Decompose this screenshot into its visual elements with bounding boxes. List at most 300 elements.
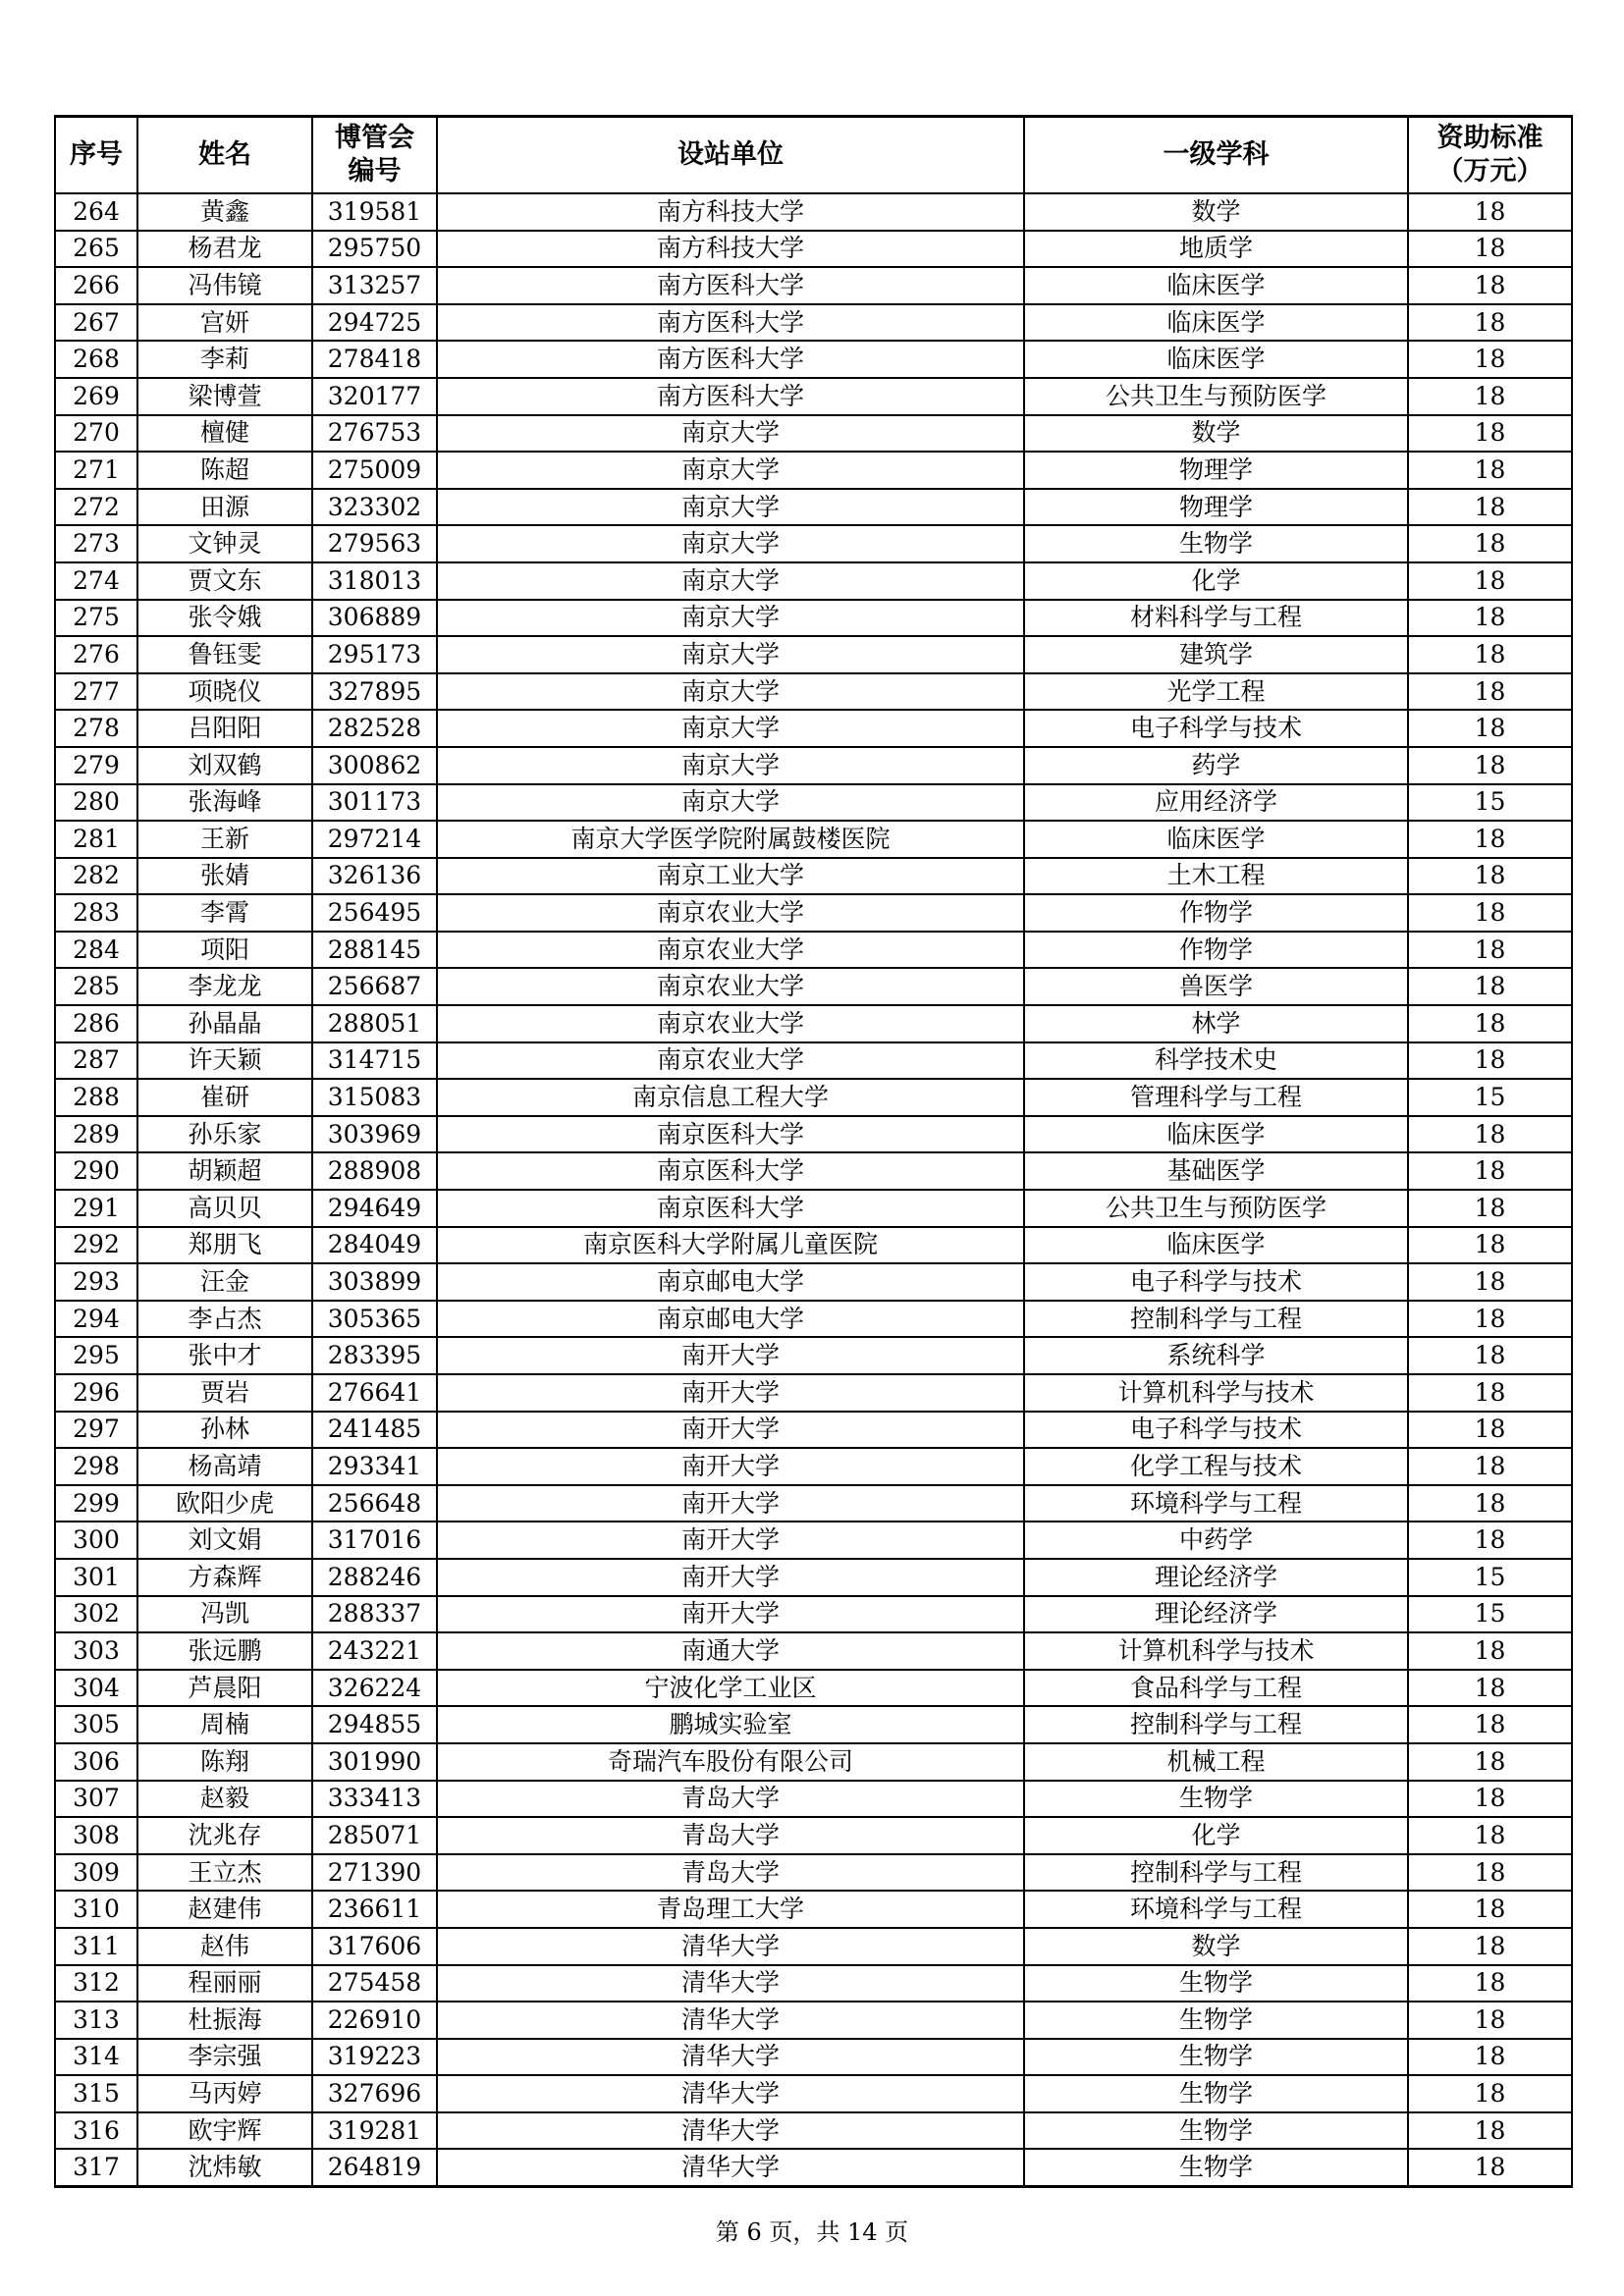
institution-cell: 南京大学 (437, 600, 1024, 637)
funding-cell: 15 (1408, 1596, 1572, 1633)
table-row (55, 1706, 1572, 1743)
discipline-cell: 应用经济学 (1024, 784, 1408, 822)
discipline-cell: 临床医学 (1024, 1116, 1408, 1153)
serial-number-cell: 272 (55, 489, 137, 526)
funding-cell: 18 (1408, 1301, 1572, 1338)
name-cell: 张令娥 (137, 600, 312, 637)
institution-cell: 清华大学 (437, 1965, 1024, 2002)
serial-number-cell: 302 (55, 1596, 137, 1633)
table-row (55, 1743, 1572, 1781)
table-row (55, 710, 1572, 747)
discipline-cell: 临床医学 (1024, 821, 1408, 858)
table-row (55, 636, 1572, 673)
institution-cell: 清华大学 (437, 2149, 1024, 2186)
header-council-number-text: 博管会编号 (335, 123, 414, 187)
table-row (55, 1337, 1572, 1374)
discipline-cell: 生物学 (1024, 2075, 1408, 2112)
header-discipline: 一级学科 (1024, 117, 1408, 194)
institution-cell: 南京大学 (437, 784, 1024, 822)
council-number-cell: 241485 (312, 1412, 437, 1449)
serial-number-cell: 291 (55, 1190, 137, 1227)
name-cell: 欧宇辉 (137, 2112, 312, 2150)
name-cell: 赵伟 (137, 1928, 312, 1965)
serial-number-cell: 270 (55, 415, 137, 453)
name-cell: 孙乐家 (137, 1116, 312, 1153)
serial-number-cell: 300 (55, 1522, 137, 1559)
table-row (55, 1596, 1572, 1633)
institution-cell: 南京医科大学附属儿童医院 (437, 1227, 1024, 1264)
discipline-cell: 药学 (1024, 747, 1408, 784)
funding-cell: 18 (1408, 636, 1572, 673)
serial-number-cell: 299 (55, 1485, 137, 1522)
name-cell: 文钟灵 (137, 525, 312, 562)
name-cell: 沈炜敏 (137, 2149, 312, 2186)
council-number-cell: 226910 (312, 2002, 437, 2039)
table-row (55, 784, 1572, 822)
table-row (55, 452, 1572, 489)
institution-cell: 南京农业大学 (437, 932, 1024, 969)
name-cell: 杨高靖 (137, 1448, 312, 1485)
council-number-cell: 294649 (312, 1190, 437, 1227)
funding-cell: 18 (1408, 2149, 1572, 2186)
table-row (55, 1559, 1572, 1596)
serial-number-cell: 292 (55, 1227, 137, 1264)
serial-number-cell: 290 (55, 1152, 137, 1190)
institution-cell: 宁波化学工业区 (437, 1670, 1024, 1707)
table-row (55, 1632, 1572, 1670)
discipline-cell: 机械工程 (1024, 1743, 1408, 1781)
institution-cell: 南通大学 (437, 1632, 1024, 1670)
serial-number-cell: 293 (55, 1263, 137, 1301)
funding-cell: 15 (1408, 784, 1572, 822)
name-cell: 沈兆存 (137, 1817, 312, 1854)
discipline-cell: 物理学 (1024, 452, 1408, 489)
council-number-cell: 320177 (312, 378, 437, 415)
table-row (55, 2112, 1572, 2150)
institution-cell: 清华大学 (437, 2075, 1024, 2112)
discipline-cell: 地质学 (1024, 231, 1408, 268)
funding-cell: 18 (1408, 415, 1572, 453)
table-row (55, 1190, 1572, 1227)
page-footer: 第 6 页，共 14 页 (715, 2218, 909, 2246)
funding-cell: 18 (1408, 525, 1572, 562)
funding-cell: 18 (1408, 710, 1572, 747)
institution-cell: 南京邮电大学 (437, 1263, 1024, 1301)
council-number-cell: 294855 (312, 1706, 437, 1743)
serial-number-cell: 274 (55, 562, 137, 600)
table-row (55, 932, 1572, 969)
table-header (55, 117, 1572, 194)
serial-number-cell: 310 (55, 1891, 137, 1928)
council-number-cell: 285071 (312, 1817, 437, 1854)
council-number-cell: 305365 (312, 1301, 437, 1338)
institution-cell: 南开大学 (437, 1485, 1024, 1522)
name-cell: 项阳 (137, 932, 312, 969)
council-number-cell: 288908 (312, 1152, 437, 1190)
name-cell: 崔研 (137, 1079, 312, 1116)
name-cell: 孙晶晶 (137, 1005, 312, 1042)
council-number-cell: 319281 (312, 2112, 437, 2150)
name-cell: 杜振海 (137, 2002, 312, 2039)
council-number-cell: 323302 (312, 489, 437, 526)
institution-cell: 清华大学 (437, 1928, 1024, 1965)
institution-cell: 南方医科大学 (437, 304, 1024, 342)
funding-cell: 18 (1408, 193, 1572, 231)
funding-cell: 18 (1408, 341, 1572, 378)
discipline-cell: 临床医学 (1024, 267, 1408, 304)
table-row (55, 673, 1572, 711)
serial-number-cell: 286 (55, 1005, 137, 1042)
institution-cell: 南京大学 (437, 673, 1024, 711)
table-row (55, 1301, 1572, 1338)
serial-number-cell: 294 (55, 1301, 137, 1338)
council-number-cell: 264819 (312, 2149, 437, 2186)
funding-cell: 18 (1408, 378, 1572, 415)
funding-cell: 18 (1408, 2002, 1572, 2039)
table-row (55, 1781, 1572, 1818)
institution-cell: 南京大学 (437, 636, 1024, 673)
serial-number-cell: 269 (55, 378, 137, 415)
table-row (55, 894, 1572, 932)
table-row (55, 1227, 1572, 1264)
discipline-cell: 林学 (1024, 1005, 1408, 1042)
institution-cell: 南京大学 (437, 710, 1024, 747)
council-number-cell: 315083 (312, 1079, 437, 1116)
serial-number-cell: 264 (55, 193, 137, 231)
discipline-cell: 生物学 (1024, 2039, 1408, 2076)
name-cell: 陈超 (137, 452, 312, 489)
discipline-cell: 控制科学与工程 (1024, 1854, 1408, 1892)
discipline-cell: 临床医学 (1024, 1227, 1408, 1264)
table-row (55, 1485, 1572, 1522)
serial-number-cell: 298 (55, 1448, 137, 1485)
discipline-cell: 化学工程与技术 (1024, 1448, 1408, 1485)
name-cell: 高贝贝 (137, 1190, 312, 1227)
serial-number-cell: 283 (55, 894, 137, 932)
table-row (55, 489, 1572, 526)
council-number-cell: 317016 (312, 1522, 437, 1559)
institution-cell: 南京大学 (437, 747, 1024, 784)
funding-cell: 18 (1408, 600, 1572, 637)
institution-cell: 南京农业大学 (437, 894, 1024, 932)
table-row (55, 1522, 1572, 1559)
name-cell: 张中才 (137, 1337, 312, 1374)
table-row (55, 341, 1572, 378)
table-row (55, 2002, 1572, 2039)
table-row (55, 415, 1572, 453)
name-cell: 王新 (137, 821, 312, 858)
funding-cell: 18 (1408, 1190, 1572, 1227)
serial-number-cell: 297 (55, 1412, 137, 1449)
serial-number-cell: 268 (55, 341, 137, 378)
funding-cell: 18 (1408, 1781, 1572, 1818)
council-number-cell: 283395 (312, 1337, 437, 1374)
funding-cell: 18 (1408, 821, 1572, 858)
council-number-cell: 319223 (312, 2039, 437, 2076)
funding-cell: 18 (1408, 304, 1572, 342)
name-cell: 李龙龙 (137, 968, 312, 1005)
serial-number-cell: 308 (55, 1817, 137, 1854)
table-row (55, 600, 1572, 637)
funding-cell: 18 (1408, 673, 1572, 711)
serial-number-cell: 271 (55, 452, 137, 489)
institution-cell: 南京医科大学 (437, 1190, 1024, 1227)
serial-number-cell: 301 (55, 1559, 137, 1596)
discipline-cell: 土木工程 (1024, 858, 1408, 895)
institution-cell: 清华大学 (437, 2002, 1024, 2039)
institution-cell: 南方科技大学 (437, 231, 1024, 268)
table-row (55, 2039, 1572, 2076)
council-number-cell: 288051 (312, 1005, 437, 1042)
funding-cell: 18 (1408, 1522, 1572, 1559)
discipline-cell: 生物学 (1024, 2112, 1408, 2150)
header-institution: 设站单位 (437, 117, 1024, 194)
serial-number-cell: 266 (55, 267, 137, 304)
discipline-cell: 数学 (1024, 1928, 1408, 1965)
serial-number-cell: 285 (55, 968, 137, 1005)
table-row (55, 858, 1572, 895)
institution-cell: 南开大学 (437, 1448, 1024, 1485)
institution-cell: 南方科技大学 (437, 193, 1024, 231)
funding-cell: 18 (1408, 932, 1572, 969)
council-number-cell: 288145 (312, 932, 437, 969)
discipline-cell: 生物学 (1024, 525, 1408, 562)
funding-cell: 18 (1408, 267, 1572, 304)
funding-cell: 18 (1408, 2039, 1572, 2076)
serial-number-cell: 307 (55, 1781, 137, 1818)
table-row (55, 1005, 1572, 1042)
institution-cell: 南方医科大学 (437, 341, 1024, 378)
name-cell: 刘双鹤 (137, 747, 312, 784)
institution-cell: 南京农业大学 (437, 1042, 1024, 1080)
table-row (55, 1042, 1572, 1080)
council-number-cell: 278418 (312, 341, 437, 378)
name-cell: 鲁钰雯 (137, 636, 312, 673)
serial-number-cell: 313 (55, 2002, 137, 2039)
funding-cell: 18 (1408, 1337, 1572, 1374)
table-row (55, 1079, 1572, 1116)
name-cell: 赵建伟 (137, 1891, 312, 1928)
name-cell: 黄鑫 (137, 193, 312, 231)
name-cell: 马丙婷 (137, 2075, 312, 2112)
funding-cell: 18 (1408, 489, 1572, 526)
council-number-cell: 293341 (312, 1448, 437, 1485)
serial-number-cell: 314 (55, 2039, 137, 2076)
funding-cell: 18 (1408, 1412, 1572, 1449)
name-cell: 冯凯 (137, 1596, 312, 1633)
discipline-cell: 电子科学与技术 (1024, 1263, 1408, 1301)
discipline-cell: 理论经济学 (1024, 1596, 1408, 1633)
council-number-cell: 295173 (312, 636, 437, 673)
table-row (55, 193, 1572, 231)
header-council-number (312, 117, 437, 194)
discipline-cell: 作物学 (1024, 894, 1408, 932)
serial-number-cell: 311 (55, 1928, 137, 1965)
discipline-cell: 环境科学与工程 (1024, 1891, 1408, 1928)
council-number-cell: 314715 (312, 1042, 437, 1080)
discipline-cell: 公共卫生与预防医学 (1024, 1190, 1408, 1227)
institution-cell: 南开大学 (437, 1559, 1024, 1596)
table-row (55, 968, 1572, 1005)
institution-cell: 南京大学 (437, 489, 1024, 526)
table-row (55, 1374, 1572, 1412)
serial-number-cell: 304 (55, 1670, 137, 1707)
council-number-cell: 318013 (312, 562, 437, 600)
funding-cell: 18 (1408, 1706, 1572, 1743)
serial-number-cell: 295 (55, 1337, 137, 1374)
table-row (55, 304, 1572, 342)
institution-cell: 南京邮电大学 (437, 1301, 1024, 1338)
serial-number-cell: 265 (55, 231, 137, 268)
serial-number-cell: 278 (55, 710, 137, 747)
institution-cell: 南开大学 (437, 1522, 1024, 1559)
council-number-cell: 282528 (312, 710, 437, 747)
discipline-cell: 化学 (1024, 1817, 1408, 1854)
name-cell: 芦晨阳 (137, 1670, 312, 1707)
discipline-cell: 生物学 (1024, 2002, 1408, 2039)
funding-cell: 18 (1408, 1670, 1572, 1707)
serial-number-cell: 303 (55, 1632, 137, 1670)
discipline-cell: 计算机科学与技术 (1024, 1632, 1408, 1670)
council-number-cell: 275009 (312, 452, 437, 489)
name-cell: 郑朋飞 (137, 1227, 312, 1264)
name-cell: 李莉 (137, 341, 312, 378)
serial-number-cell: 275 (55, 600, 137, 637)
funding-cell: 18 (1408, 1928, 1572, 1965)
discipline-cell: 计算机科学与技术 (1024, 1374, 1408, 1412)
discipline-cell: 数学 (1024, 415, 1408, 453)
serial-number-cell: 277 (55, 673, 137, 711)
institution-cell: 南京大学 (437, 452, 1024, 489)
table-row (55, 525, 1572, 562)
serial-number-cell: 309 (55, 1854, 137, 1892)
institution-cell: 南京大学医学院附属鼓楼医院 (437, 821, 1024, 858)
institution-cell: 南京信息工程大学 (437, 1079, 1024, 1116)
table-row (55, 1928, 1572, 1965)
name-cell: 许天颖 (137, 1042, 312, 1080)
council-number-cell: 256495 (312, 894, 437, 932)
council-number-cell: 317606 (312, 1928, 437, 1965)
funding-cell: 18 (1408, 894, 1572, 932)
council-number-cell: 297214 (312, 821, 437, 858)
institution-cell: 清华大学 (437, 2039, 1024, 2076)
discipline-cell: 化学 (1024, 562, 1408, 600)
institution-cell: 青岛大学 (437, 1781, 1024, 1818)
funding-cell: 18 (1408, 1042, 1572, 1080)
funding-cell: 18 (1408, 1263, 1572, 1301)
table-row (55, 1412, 1572, 1449)
name-cell: 田源 (137, 489, 312, 526)
council-number-cell: 284049 (312, 1227, 437, 1264)
institution-cell: 南京工业大学 (437, 858, 1024, 895)
table-body (55, 193, 1572, 2187)
name-cell: 张海峰 (137, 784, 312, 822)
institution-cell: 青岛大学 (437, 1817, 1024, 1854)
name-cell: 胡颖超 (137, 1152, 312, 1190)
funding-cell: 18 (1408, 1817, 1572, 1854)
name-cell: 方森辉 (137, 1559, 312, 1596)
funding-cell: 18 (1408, 1854, 1572, 1892)
table-row (55, 1448, 1572, 1485)
institution-cell: 清华大学 (437, 2112, 1024, 2150)
council-number-cell: 301990 (312, 1743, 437, 1781)
council-number-cell: 295750 (312, 231, 437, 268)
institution-cell: 南开大学 (437, 1374, 1024, 1412)
name-cell: 张远鹏 (137, 1632, 312, 1670)
subsidy-table (54, 115, 1573, 2188)
serial-number-cell: 306 (55, 1743, 137, 1781)
name-cell: 李霄 (137, 894, 312, 932)
discipline-cell: 生物学 (1024, 1965, 1408, 2002)
discipline-cell: 临床医学 (1024, 341, 1408, 378)
institution-cell: 南开大学 (437, 1337, 1024, 1374)
header-funding-standard (1408, 117, 1572, 194)
council-number-cell: 327696 (312, 2075, 437, 2112)
serial-number-cell: 281 (55, 821, 137, 858)
institution-cell: 南京大学 (437, 525, 1024, 562)
discipline-cell: 基础医学 (1024, 1152, 1408, 1190)
council-number-cell: 288337 (312, 1596, 437, 1633)
name-cell: 欧阳少虎 (137, 1485, 312, 1522)
institution-cell: 南方医科大学 (437, 378, 1024, 415)
name-cell: 赵毅 (137, 1781, 312, 1818)
funding-cell: 18 (1408, 1005, 1572, 1042)
discipline-cell: 材料科学与工程 (1024, 600, 1408, 637)
table-row (55, 1263, 1572, 1301)
serial-number-cell: 287 (55, 1042, 137, 1080)
council-number-cell: 256687 (312, 968, 437, 1005)
funding-cell: 18 (1408, 1374, 1572, 1412)
serial-number-cell: 288 (55, 1079, 137, 1116)
discipline-cell: 生物学 (1024, 2149, 1408, 2186)
name-cell: 项晓仪 (137, 673, 312, 711)
table-row (55, 562, 1572, 600)
serial-number-cell: 279 (55, 747, 137, 784)
funding-cell: 18 (1408, 858, 1572, 895)
discipline-cell: 兽医学 (1024, 968, 1408, 1005)
council-number-cell: 256648 (312, 1485, 437, 1522)
serial-number-cell: 276 (55, 636, 137, 673)
discipline-cell: 控制科学与工程 (1024, 1706, 1408, 1743)
council-number-cell: 327895 (312, 673, 437, 711)
serial-number-cell: 312 (55, 1965, 137, 2002)
council-number-cell: 303969 (312, 1116, 437, 1153)
funding-cell: 18 (1408, 1965, 1572, 2002)
name-cell: 檀健 (137, 415, 312, 453)
header-funding-standard-text: 资助标准（万元） (1436, 123, 1543, 187)
name-cell: 李占杰 (137, 1301, 312, 1338)
council-number-cell: 313257 (312, 267, 437, 304)
serial-number-cell: 289 (55, 1116, 137, 1153)
funding-cell: 18 (1408, 452, 1572, 489)
table-row (55, 1670, 1572, 1707)
council-number-cell: 301173 (312, 784, 437, 822)
table-row (55, 378, 1572, 415)
discipline-cell: 管理科学与工程 (1024, 1079, 1408, 1116)
discipline-cell: 公共卫生与预防医学 (1024, 378, 1408, 415)
discipline-cell: 控制科学与工程 (1024, 1301, 1408, 1338)
name-cell: 李宗强 (137, 2039, 312, 2076)
name-cell: 王立杰 (137, 1854, 312, 1892)
institution-cell: 南京医科大学 (437, 1116, 1024, 1153)
funding-cell: 18 (1408, 1891, 1572, 1928)
institution-cell: 青岛大学 (437, 1854, 1024, 1892)
serial-number-cell: 296 (55, 1374, 137, 1412)
discipline-cell: 数学 (1024, 193, 1408, 231)
header-name: 姓名 (137, 117, 312, 194)
institution-cell: 南京农业大学 (437, 968, 1024, 1005)
serial-number-cell: 284 (55, 932, 137, 969)
